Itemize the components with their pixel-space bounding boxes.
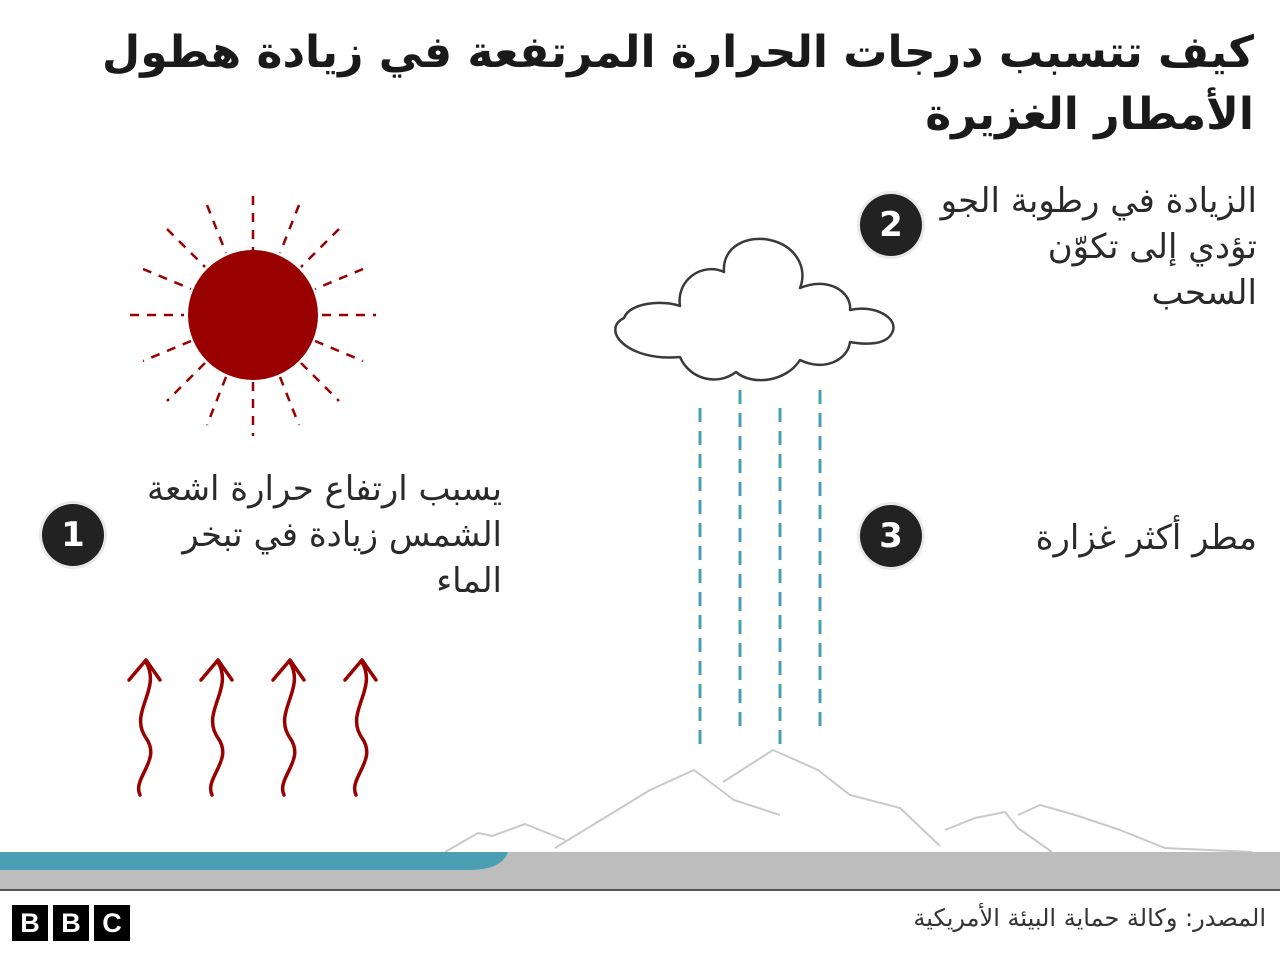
mountain-icon <box>445 750 1252 852</box>
rain-drops-icon <box>700 390 820 752</box>
bbc-logo <box>12 905 130 941</box>
sun-icon <box>130 196 376 436</box>
page-title: كيف تتسبب درجات الحرارة المرتفعة في زيادة هطول الأمطار الغزيرة <box>102 27 1254 140</box>
bbc-logo-letter: C <box>94 905 130 941</box>
step-2-badge: 2 <box>860 194 922 256</box>
water-body-icon <box>0 852 508 870</box>
heat-arrow-icon <box>129 660 376 795</box>
step-2-text: الزيادة في رطوبة الجو تؤدي إلى تكوّن السحب <box>940 181 1257 313</box>
step-3-badge: 3 <box>860 505 922 567</box>
cloud-icon <box>615 239 893 380</box>
step-1-text: يسبب ارتفاع حرارة اشعة الشمس زيادة في تبخر الماء <box>146 469 502 601</box>
step-1-badge: 1 <box>42 504 104 566</box>
bbc-logo-letter: B <box>53 905 89 941</box>
bbc-logo-letter: B <box>12 905 48 941</box>
source-note: المصدر: وكالة حماية البيئة الأمريكية <box>913 904 1266 932</box>
step-3-text: مطر أكثر غزارة <box>1035 518 1257 558</box>
